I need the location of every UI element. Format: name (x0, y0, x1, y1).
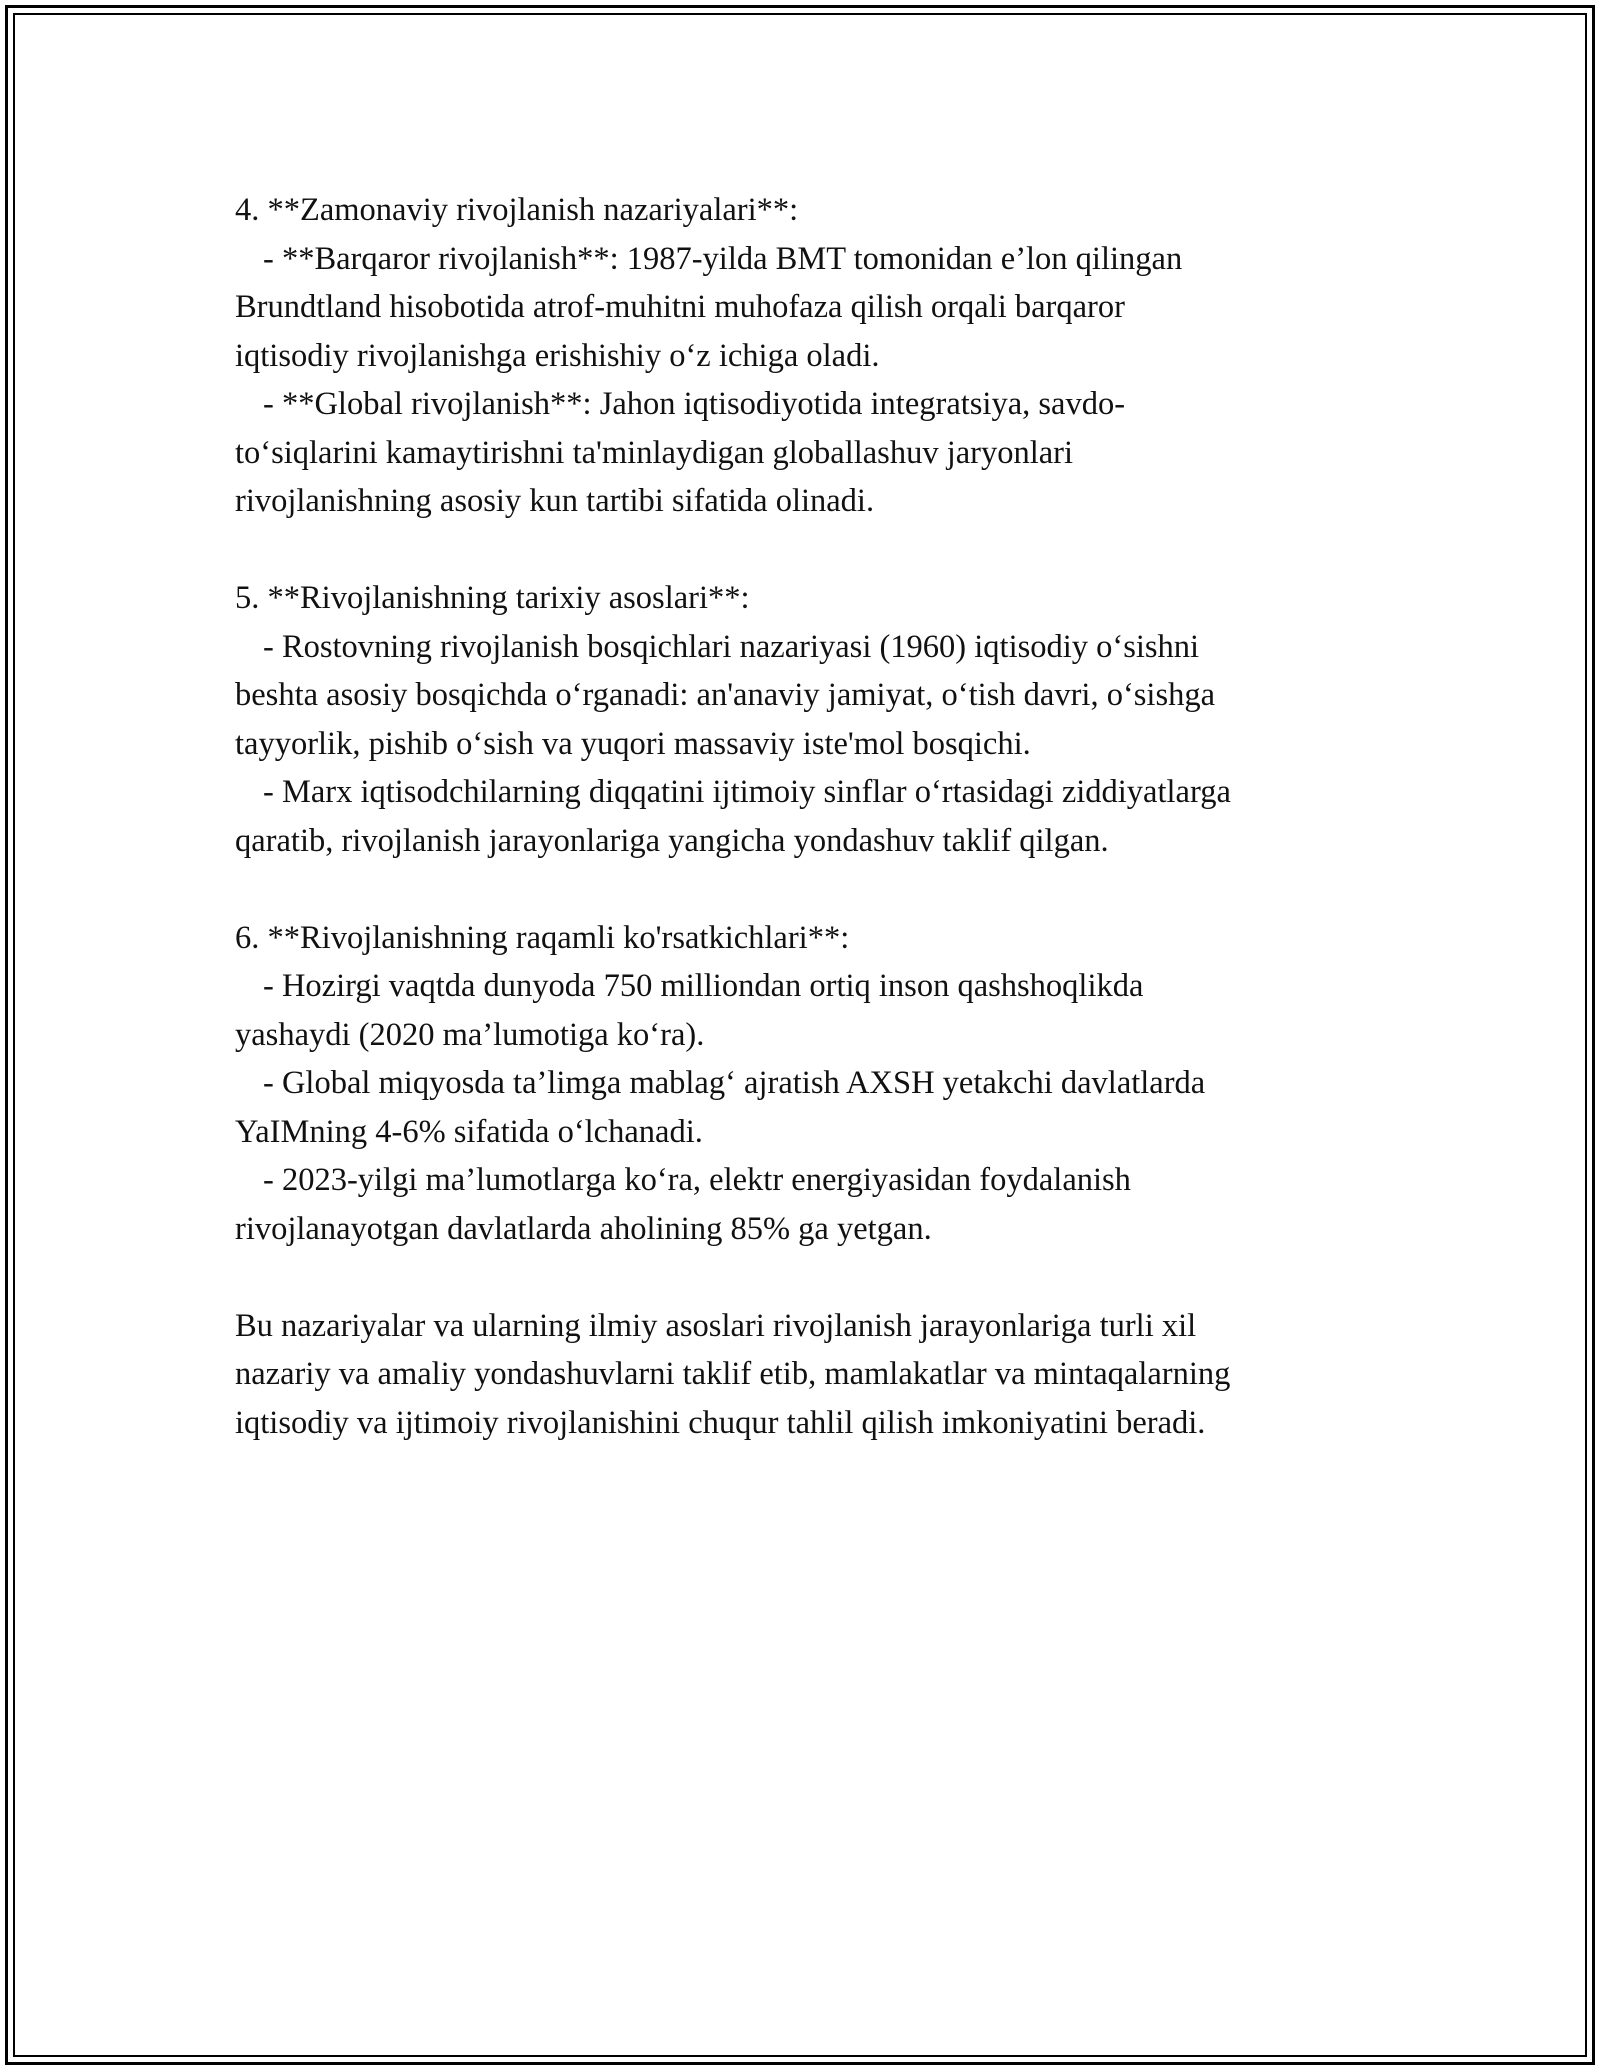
line-text: - **Global rivojlanish**: Jahon iqtisodiyotida integratsiya, savdo- (263, 386, 1126, 422)
section-3 (235, 914, 1385, 1254)
text-line (235, 720, 1385, 769)
line-text: 6. **Rivojlanishning raqamli ko'rsatkichlari**: (235, 919, 850, 956)
bullet-line (235, 962, 1385, 1011)
line-text: beshta asosiy bosqichda o‘rganadi: an'anaviy jamiyat, o‘tish davri, o‘sishga (235, 677, 1216, 713)
text-line (235, 1399, 1385, 1448)
line-text: rivojlanishning asosiy kun tartibi sifatida olinadi. (235, 483, 875, 519)
text-line (235, 1302, 1385, 1351)
line-text: 5. **Rivojlanishning tarixiy asoslari**: (235, 580, 750, 616)
text-line (235, 283, 1385, 332)
text-line (235, 914, 1385, 963)
bullet-line (235, 1059, 1385, 1108)
text-line (235, 477, 1385, 526)
bullet-line (235, 235, 1385, 284)
line-text: rivojlanayotgan davlatlarda aholining 85% ga yetgan. (235, 1210, 932, 1247)
line-text: - Global miqyosda ta’limga mablag‘ ajratish AXSH yetakchi davlatlarda (263, 1065, 1206, 1101)
text-line (235, 1108, 1385, 1157)
text-line (235, 332, 1385, 381)
bullet-line (235, 1156, 1385, 1205)
bullet-line (235, 768, 1385, 817)
text-line (235, 574, 1385, 623)
text-line (235, 429, 1385, 478)
document-body (235, 186, 1385, 1447)
section-4 (235, 1302, 1385, 1448)
line-text: - Hozirgi vaqtda dunyoda 750 milliondan ortiq inson qashshoqlikda (263, 968, 1144, 1004)
text-line (235, 817, 1385, 866)
line-text: iqtisodiy va ijtimoiy rivojlanishini chuqur tahlil qilish imkoniyatini beradi. (235, 1404, 1206, 1441)
line-text: - **Barqaror rivojlanish**: 1987-yilda BMT tomonidan e’lon qilingan (263, 240, 1183, 277)
line-text: tayyorlik, pishib o‘sish va yuqori massaviy iste'mol bosqichi. (235, 725, 1031, 762)
line-text: - Rostovning rivojlanish bosqichlari nazariyasi (1960) iqtisodiy o‘sishni (263, 628, 1200, 665)
line-text: - 2023-yilgi ma’lumotlarga ko‘ra, elektr energiyasidan foydalanish (263, 1162, 1131, 1198)
line-text: iqtisodiy rivojlanishga erishishiy o‘z ichiga oladi. (235, 337, 880, 374)
line-text: Brundtland hisobotida atrof-muhitni muhofaza qilish orqali barqaror (235, 289, 1125, 325)
section-2 (235, 574, 1385, 865)
bullet-line (235, 623, 1385, 672)
text-line (235, 1205, 1385, 1254)
text-line (235, 671, 1385, 720)
text-line (235, 1350, 1385, 1399)
line-text: Bu nazariyalar va ularning ilmiy asoslari rivojlanish jarayonlariga turli xil (235, 1307, 1197, 1344)
text-line (235, 1011, 1385, 1060)
section-1 (235, 186, 1385, 526)
text-line (235, 186, 1385, 235)
bullet-line (235, 380, 1385, 429)
line-text: - Marx iqtisodchilarning diqqatini ijtimoiy sinflar o‘rtasidagi ziddiyatlarga (263, 774, 1231, 810)
line-text: to‘siqlarini kamaytirishni ta'minlaydigan globallashuv jaryonlari (235, 434, 1074, 471)
line-text: qaratib, rivojlanish jarayonlariga yangicha yondashuv taklif qilgan. (235, 822, 1109, 859)
line-text: nazariy va amaliy yondashuvlarni taklif etib, mamlakatlar va mintaqalarning (235, 1356, 1231, 1392)
line-text: 4. **Zamonaviy rivojlanish nazariyalari**: (235, 192, 799, 228)
line-text: YaIMning 4-6% sifatida o‘lchanadi. (235, 1113, 703, 1150)
line-text: yashaydi (2020 ma’lumotiga ko‘ra). (235, 1016, 705, 1053)
